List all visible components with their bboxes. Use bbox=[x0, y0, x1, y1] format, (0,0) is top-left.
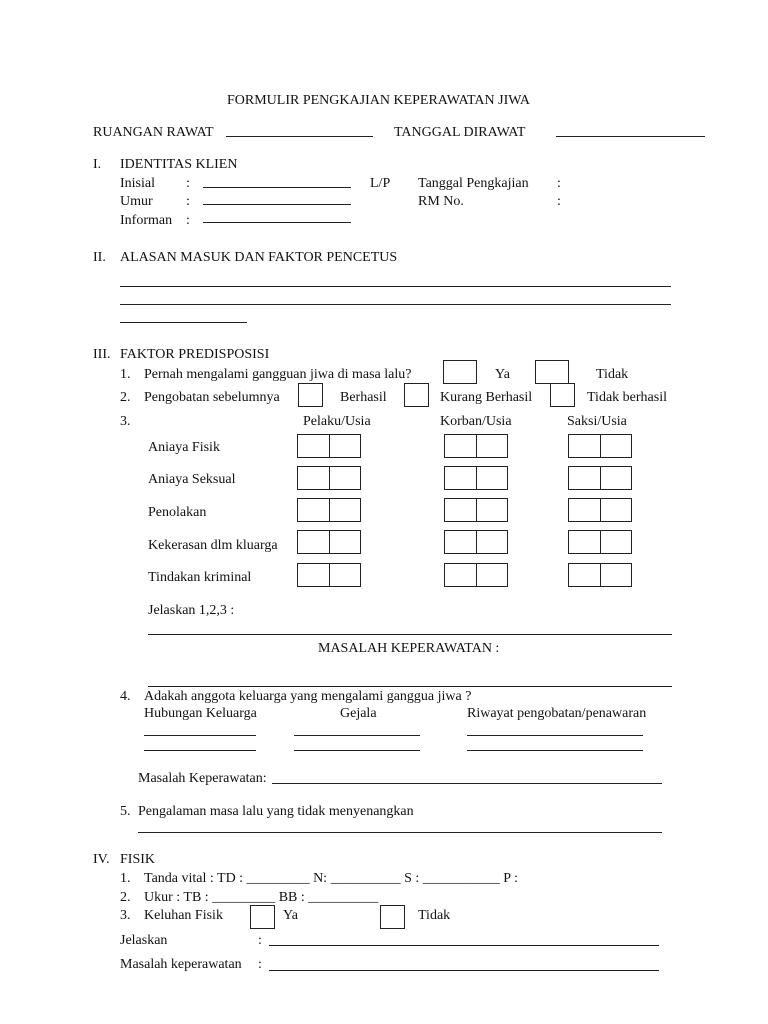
berhasil-checkbox[interactable] bbox=[298, 383, 323, 407]
hubungan-field[interactable] bbox=[144, 735, 256, 736]
keluhan-label: Keluhan Fisik bbox=[144, 908, 223, 923]
ruangan-field[interactable] bbox=[226, 136, 373, 137]
gejala-field[interactable] bbox=[294, 735, 420, 736]
ruangan-label: RUANGAN RAWAT bbox=[93, 125, 214, 140]
row-label: Penolakan bbox=[148, 505, 207, 520]
inisial-colon: : bbox=[186, 176, 190, 191]
q2-number: 2. bbox=[120, 390, 131, 405]
saksi-box[interactable] bbox=[568, 434, 632, 458]
q1-number: 1. bbox=[120, 367, 131, 382]
masalah-line[interactable] bbox=[148, 686, 672, 687]
keluhan-number: 3. bbox=[120, 908, 131, 923]
section-1-title: IDENTITAS KLIEN bbox=[120, 157, 238, 172]
saksi-header: Saksi/Usia bbox=[567, 414, 627, 429]
umur-colon: : bbox=[186, 194, 190, 209]
section-2-title: ALASAN MASUK DAN FAKTOR PENCETUS bbox=[120, 250, 398, 265]
umur-field[interactable] bbox=[203, 204, 351, 205]
korban-box[interactable] bbox=[444, 530, 508, 554]
informan-label: Informan bbox=[120, 213, 173, 228]
q1-ya-label: Ya bbox=[495, 367, 510, 382]
korban-box[interactable] bbox=[444, 466, 508, 490]
section-4-title: FISIK bbox=[120, 852, 156, 867]
masalah-fisik-field[interactable] bbox=[269, 970, 659, 971]
q4-number: 4. bbox=[120, 689, 131, 704]
gejala-field[interactable] bbox=[294, 750, 420, 751]
section-4-number: IV. bbox=[93, 852, 110, 867]
inisial-label: Inisial bbox=[120, 176, 155, 191]
korban-box[interactable] bbox=[444, 563, 508, 587]
kurang-berhasil-label: Kurang Berhasil bbox=[440, 390, 533, 405]
form-title: FORMULIR PENGKAJIAN KEPERAWATAN JIWA bbox=[227, 93, 531, 108]
masalah-keperawatan-label: Masalah Keperawatan: bbox=[138, 771, 267, 786]
section-1-number: I. bbox=[93, 157, 102, 172]
section-3-number: III. bbox=[93, 347, 111, 362]
gender-label: L/P bbox=[370, 176, 391, 191]
masalah-keperawatan-field[interactable] bbox=[272, 783, 662, 784]
jelaskan-fisik-colon: : bbox=[258, 933, 262, 948]
tanda-vital-number: 1. bbox=[120, 871, 131, 886]
riwayat-field[interactable] bbox=[467, 750, 643, 751]
jelaskan-line[interactable] bbox=[148, 634, 672, 635]
tanda-vital-row: Tanda vital : TD : _________ N: __________ S : ___________ P : bbox=[144, 871, 518, 886]
row-label: Tindakan kriminal bbox=[148, 570, 252, 585]
informan-colon: : bbox=[186, 213, 190, 228]
keluhan-tidak-label: Tidak bbox=[418, 908, 451, 923]
q4-label: Adakah anggota keluarga yang mengalami ganggua jiwa ? bbox=[144, 689, 472, 704]
rm-label: RM No. bbox=[418, 194, 464, 209]
pelaku-box[interactable] bbox=[297, 498, 361, 522]
tanggal-field[interactable] bbox=[556, 136, 705, 137]
q5-label: Pengalaman masa lalu yang tidak menyenangkan bbox=[138, 804, 414, 819]
section-2-number: II. bbox=[93, 250, 106, 265]
pelaku-box[interactable] bbox=[297, 434, 361, 458]
korban-box[interactable] bbox=[444, 498, 508, 522]
alasan-line-1[interactable] bbox=[120, 286, 671, 287]
keluhan-ya-label: Ya bbox=[283, 908, 298, 923]
q1-ya-checkbox[interactable] bbox=[443, 360, 477, 384]
jelaskan-label: Jelaskan 1,2,3 : bbox=[148, 603, 235, 618]
q2-label: Pengobatan sebelumnya bbox=[144, 390, 280, 405]
riwayat-field[interactable] bbox=[467, 735, 643, 736]
pelaku-header: Pelaku/Usia bbox=[303, 414, 371, 429]
korban-header: Korban/Usia bbox=[440, 414, 512, 429]
saksi-box[interactable] bbox=[568, 530, 632, 554]
pelaku-box[interactable] bbox=[297, 563, 361, 587]
pelaku-box[interactable] bbox=[297, 530, 361, 554]
q5-field[interactable] bbox=[138, 832, 662, 833]
tidak-berhasil-label: Tidak berhasil bbox=[587, 390, 667, 405]
rm-colon: : bbox=[557, 194, 561, 209]
tanggal-label: TANGGAL DIRAWAT bbox=[394, 125, 526, 140]
q5-number: 5. bbox=[120, 804, 131, 819]
masalah-fisik-colon: : bbox=[258, 957, 262, 972]
keluhan-ya-checkbox[interactable] bbox=[250, 905, 275, 929]
pelaku-box[interactable] bbox=[297, 466, 361, 490]
riwayat-header: Riwayat pengobatan/penawaran bbox=[467, 706, 647, 721]
korban-box[interactable] bbox=[444, 434, 508, 458]
inisial-field[interactable] bbox=[203, 187, 351, 188]
umur-label: Umur bbox=[120, 194, 153, 209]
kurang-berhasil-checkbox[interactable] bbox=[404, 383, 429, 407]
q1-tidak-checkbox[interactable] bbox=[535, 360, 569, 384]
masalah-fisik-label: Masalah keperawatan bbox=[120, 957, 242, 972]
ukur-number: 2. bbox=[120, 890, 131, 905]
q1-label: Pernah mengalami gangguan jiwa di masa lalu? bbox=[144, 367, 412, 382]
row-label: Aniaya Seksual bbox=[148, 472, 236, 487]
gejala-header: Gejala bbox=[340, 706, 377, 721]
jelaskan-fisik-field[interactable] bbox=[269, 945, 659, 946]
jelaskan-fisik-label: Jelaskan bbox=[120, 933, 168, 948]
tanggal-pengkajian-colon: : bbox=[557, 176, 561, 191]
q1-tidak-label: Tidak bbox=[596, 367, 629, 382]
keluhan-tidak-checkbox[interactable] bbox=[380, 905, 405, 929]
alasan-line-2[interactable] bbox=[120, 304, 671, 305]
hubungan-header: Hubungan Keluarga bbox=[144, 706, 257, 721]
q3-number: 3. bbox=[120, 414, 131, 429]
hubungan-field[interactable] bbox=[144, 750, 256, 751]
saksi-box[interactable] bbox=[568, 498, 632, 522]
tidak-berhasil-checkbox[interactable] bbox=[550, 383, 575, 407]
informan-field[interactable] bbox=[203, 222, 351, 223]
alasan-line-3[interactable] bbox=[120, 322, 247, 323]
saksi-box[interactable] bbox=[568, 563, 632, 587]
berhasil-label: Berhasil bbox=[340, 390, 387, 405]
tanggal-pengkajian-label: Tanggal Pengkajian bbox=[418, 176, 529, 191]
saksi-box[interactable] bbox=[568, 466, 632, 490]
section-3-title: FAKTOR PREDISPOSISI bbox=[120, 347, 270, 362]
row-label: Aniaya Fisik bbox=[148, 440, 220, 455]
row-label: Kekerasan dlm kluarga bbox=[148, 538, 278, 553]
masalah-keperawatan-title: MASALAH KEPERAWATAN : bbox=[318, 641, 500, 656]
ukur-row: Ukur : TB : _________ BB : __________ bbox=[144, 890, 379, 905]
